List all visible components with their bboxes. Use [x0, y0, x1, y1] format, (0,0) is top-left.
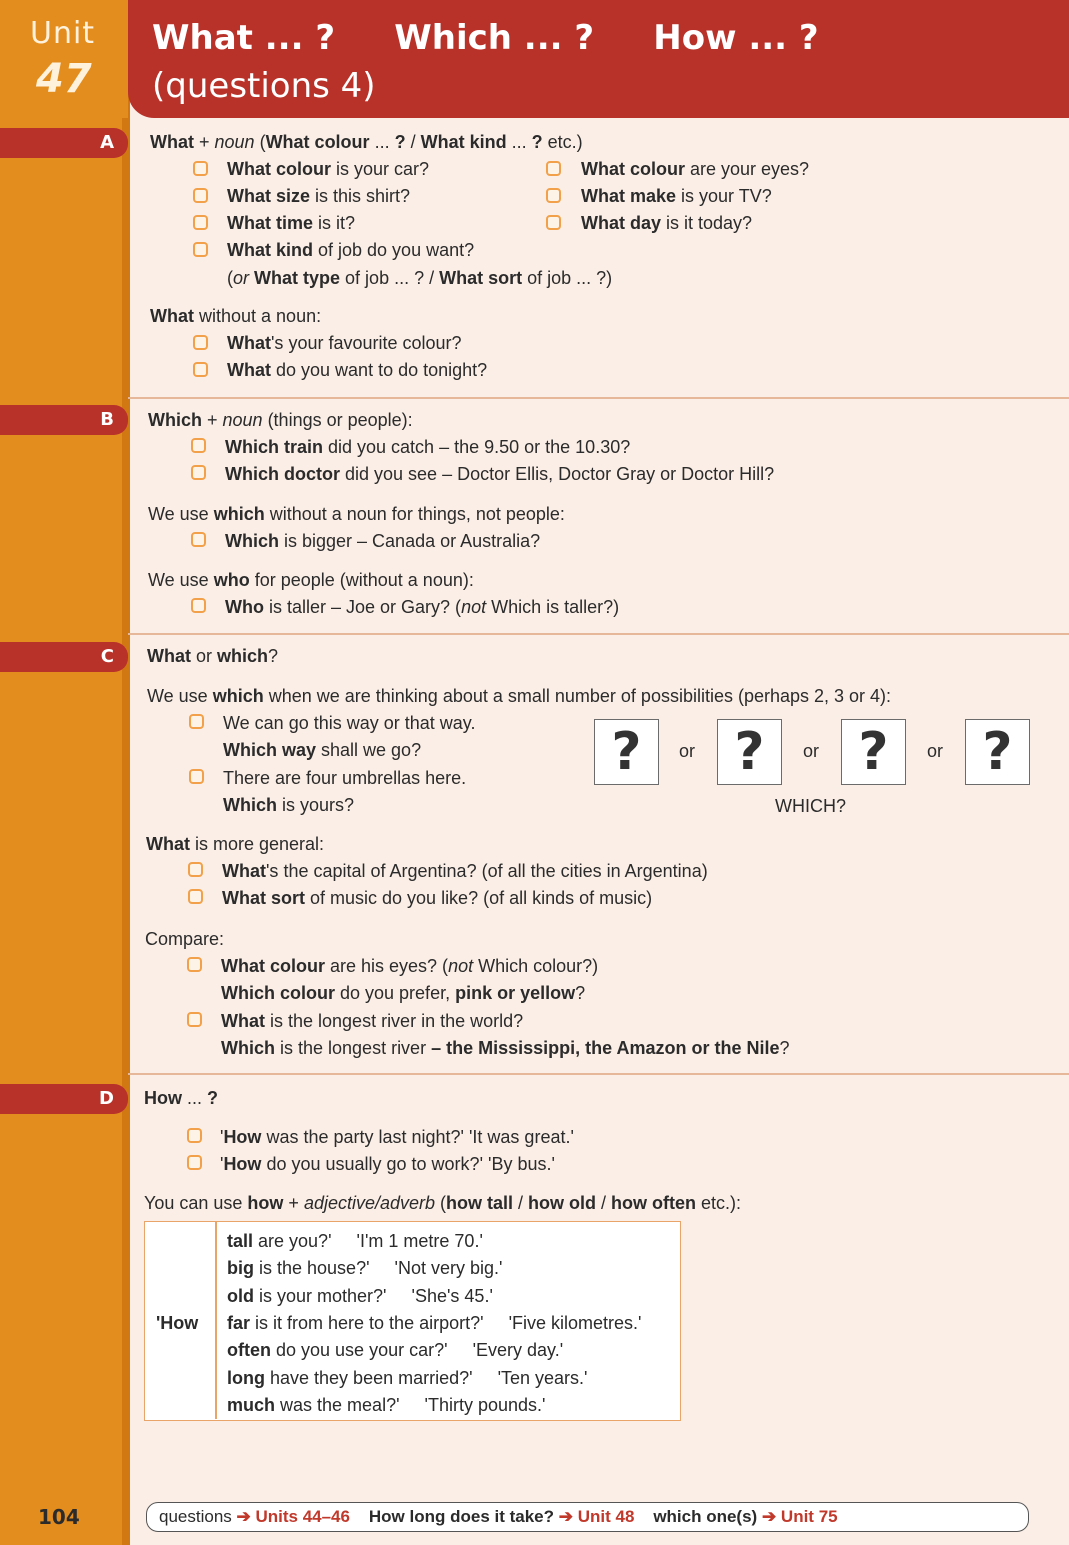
section-d-heading: How ... ? — [144, 1088, 219, 1108]
example-bullet-icon — [191, 598, 206, 613]
subheading: You can use how + adjective/adverb (how tall / how old / how often etc.): — [144, 1193, 742, 1213]
example-bullet-icon — [191, 438, 206, 453]
example-bullet-icon — [546, 215, 561, 230]
arrow-icon: ➔ — [558, 1507, 573, 1526]
table-row-answer: 'Thirty pounds.' — [424, 1394, 546, 1415]
subheading: We use who for people (without a noun): — [148, 570, 474, 590]
example-bullet-icon — [193, 188, 208, 203]
table-row-answer: 'Five kilometres.' — [508, 1312, 642, 1333]
section-divider — [128, 397, 1069, 399]
example-sentence: Which doctor did you see – Doctor Ellis, Doctor Gray or Doctor Hill? — [225, 464, 775, 484]
subheading: We use which when we are thinking about a small number of possibilities (perhaps 2, 3 or 4): — [147, 686, 892, 706]
example-sentence: What day is it today? — [581, 213, 753, 233]
example-sentence: 'How do you usually go to work?' 'By bus.' — [220, 1154, 555, 1174]
unit-number: 47 — [36, 56, 92, 102]
example-sentence: There are four umbrellas here. — [223, 768, 467, 788]
example-bullet-icon — [191, 532, 206, 547]
example-sentence: Which train did you catch – the 9.50 or the 10.30? — [225, 437, 631, 457]
example-bullet-icon — [189, 714, 204, 729]
page-subtitle: (questions 4) — [152, 66, 376, 106]
example-sentence: What colour are your eyes? — [581, 159, 810, 179]
table-row-answer: 'I'm 1 metre 70.' — [356, 1231, 483, 1251]
section-divider — [128, 1073, 1069, 1075]
table-row-question: far is it from here to the airport?' 'Five kilometres.' — [227, 1312, 642, 1333]
example-bullet-icon — [188, 862, 203, 877]
example-sentence: What kind of job do you want? — [227, 240, 475, 260]
section-letter: C — [100, 646, 114, 667]
example-sentence: 'How was the party last night?' 'It was great.' — [220, 1127, 574, 1147]
example-bullet-icon — [193, 161, 208, 176]
table-row-answer: 'She's 45.' — [411, 1285, 493, 1306]
table-row-question: much was the meal?' 'Thirty pounds.' — [227, 1394, 546, 1415]
example-sentence: What size is this shirt? — [227, 186, 411, 206]
unit-label: Unit — [30, 16, 96, 51]
example-sentence: What is the longest river in the world? — [221, 1011, 524, 1031]
example-sentence: Which way shall we go? — [223, 740, 422, 760]
cross-reference-text: questions ➔ Units 44–46 How long does it take? ➔ Unit 48 which one(s) ➔ Unit 75 — [159, 1507, 838, 1526]
question-mark-box: ? — [594, 719, 659, 785]
example-note: (or What type of job ... ? / What sort of job ... ?) — [227, 268, 613, 288]
question-mark-box: ? — [717, 719, 782, 785]
example-bullet-icon — [187, 1128, 202, 1143]
section-tab-d — [0, 1084, 128, 1114]
example-bullet-icon — [546, 161, 561, 176]
question-mark-box: ? — [965, 719, 1030, 785]
example-sentence: What make is your TV? — [581, 186, 772, 206]
unit-badge — [0, 0, 128, 118]
example-sentence: What's your favourite colour? — [227, 333, 462, 353]
section-letter: A — [100, 132, 114, 153]
section-tab-c — [0, 642, 128, 672]
example-sentence: What time is it? — [227, 213, 356, 233]
arrow-icon: ➔ — [236, 1507, 251, 1526]
example-sentence: What colour is your car? — [227, 159, 430, 179]
table-left-label: 'How — [156, 1313, 199, 1333]
example-bullet-icon — [187, 957, 202, 972]
table-row-question: tall are you?' 'I'm 1 metre 70.' — [227, 1231, 483, 1251]
page-number: 104 — [38, 1505, 80, 1529]
example-bullet-icon — [187, 1012, 202, 1027]
example-sentence: What do you want to do tonight? — [227, 360, 488, 380]
example-bullet-icon — [189, 769, 204, 784]
example-sentence: What sort of music do you like? (of all kinds of music) — [222, 888, 653, 908]
or-label: or — [803, 741, 820, 761]
table-row-question: old is your mother?' 'She's 45.' — [227, 1285, 493, 1306]
example-bullet-icon — [188, 889, 203, 904]
example-bullet-icon — [193, 362, 208, 377]
example-bullet-icon — [191, 465, 206, 480]
section-tab-a — [0, 128, 128, 158]
section-divider — [128, 633, 1069, 635]
subheading: We use which without a noun for things, not people: — [148, 504, 565, 524]
example-bullet-icon — [193, 215, 208, 230]
example-bullet-icon — [193, 242, 208, 257]
example-bullet-icon — [187, 1155, 202, 1170]
or-label: or — [679, 741, 696, 761]
example-sentence: Which is yours? — [223, 795, 355, 815]
table-divider — [215, 1222, 217, 1419]
section-letter: B — [100, 409, 114, 430]
section-c-heading: What or which? — [147, 646, 279, 666]
illustration-caption: WHICH? — [775, 796, 846, 816]
arrow-icon: ➔ — [761, 1507, 777, 1526]
example-bullet-icon — [193, 335, 208, 350]
section-a-heading: What + noun (What colour ... ? / What kind ... ? etc.) — [150, 132, 583, 152]
table-row-answer: 'Every day.' — [472, 1340, 564, 1361]
question-mark-box: ? — [841, 719, 906, 785]
example-sentence: Who is taller – Joe or Gary? (not Which is taller?) — [225, 597, 620, 617]
example-sentence: Which is the longest river – the Mississippi, the Amazon or the Nile? — [221, 1038, 790, 1058]
title-bar — [128, 0, 1069, 118]
example-sentence: What's the capital of Argentina? (of all the cities in Argentina) — [222, 861, 708, 881]
example-sentence: We can go this way or that way. — [223, 713, 476, 733]
section-letter: D — [99, 1088, 114, 1109]
table-row-answer: 'Not very big.' — [394, 1258, 503, 1279]
or-label: or — [927, 741, 944, 761]
sidebar — [0, 0, 128, 1545]
how-table — [144, 1221, 681, 1421]
table-row-question: big is the house?' 'Not very big.' — [227, 1258, 503, 1279]
sidebar-edge — [122, 0, 130, 1545]
example-sentence: Which colour do you prefer, pink or yellow? — [221, 983, 586, 1003]
example-bullet-icon — [546, 188, 561, 203]
example-sentence: Which is bigger – Canada or Australia? — [225, 531, 541, 551]
table-row-question: long have they been married?' 'Ten years.' — [227, 1367, 588, 1388]
subheading: What is more general: — [146, 834, 325, 854]
example-sentence: What colour are his eyes? (not Which colour?) — [221, 956, 599, 976]
table-row-question: often do you use your car?' 'Every day.' — [227, 1340, 564, 1361]
page-title: What ... ? Which ... ? How ... ? — [152, 18, 819, 58]
table-row-answer: 'Ten years.' — [497, 1367, 588, 1388]
section-tab-b — [0, 405, 128, 435]
subheading: What without a noun: — [150, 306, 322, 326]
cross-reference-bar — [146, 1502, 1029, 1532]
subheading: Compare: — [145, 929, 225, 949]
section-b-heading: Which + noun (things or people): — [148, 410, 413, 430]
